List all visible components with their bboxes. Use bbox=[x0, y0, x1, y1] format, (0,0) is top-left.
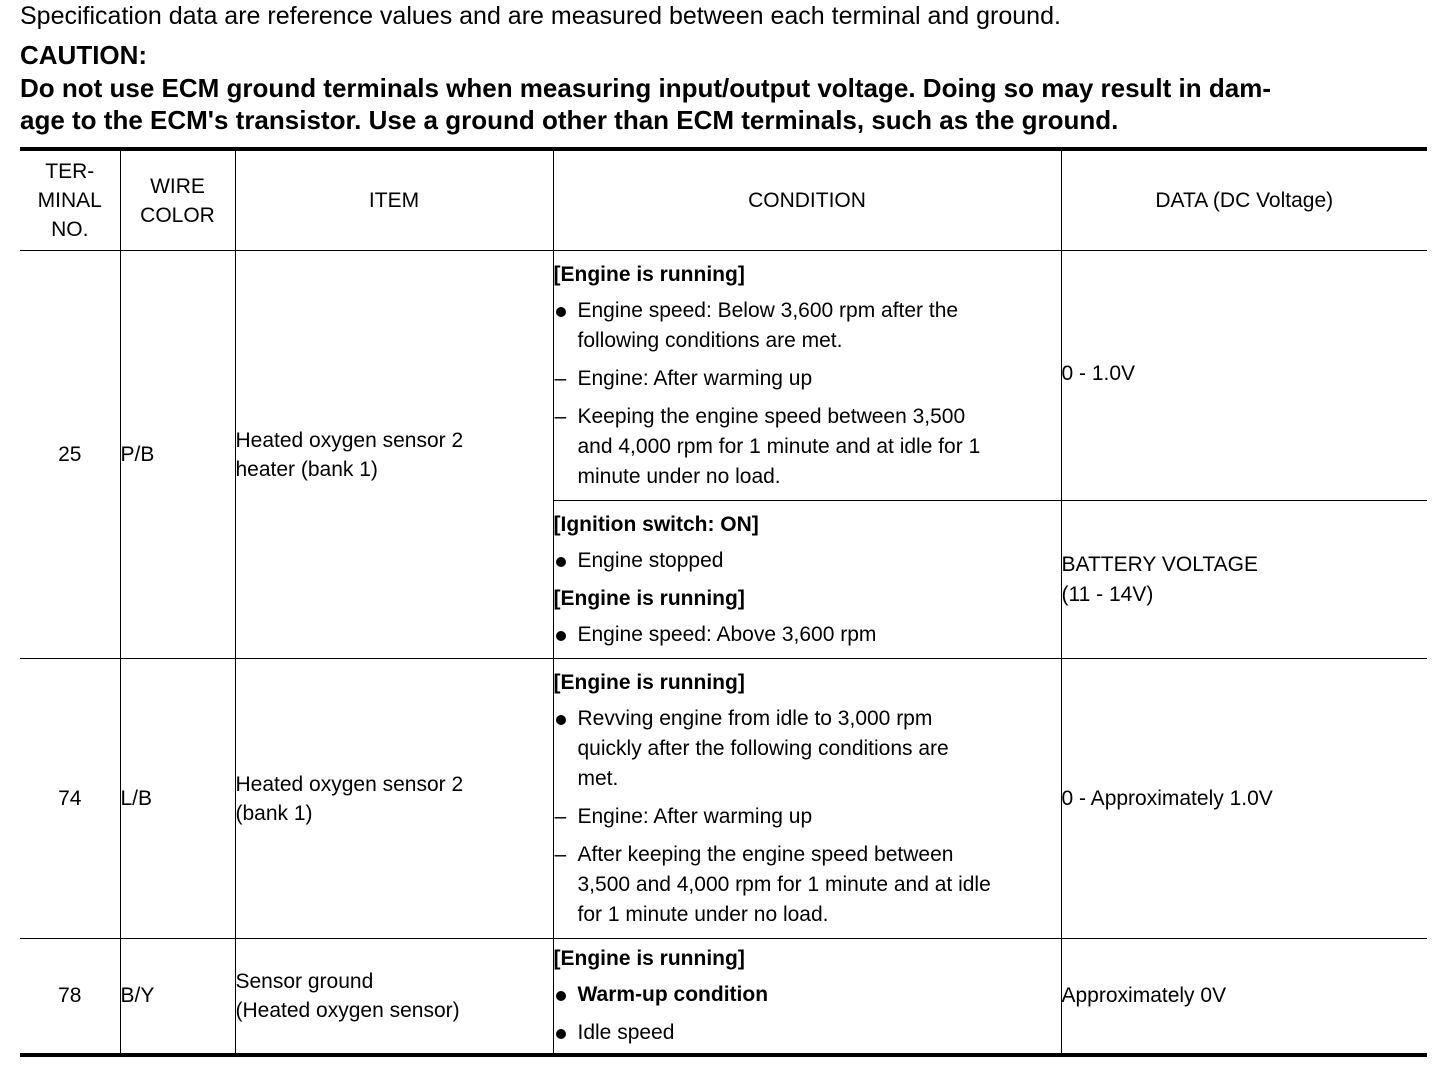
caution-line: Do not use ECM ground terminals when measuring input/output voltage. Doing so may result in dam- bbox=[20, 73, 1271, 103]
condition-line: minute under no load. bbox=[577, 464, 781, 488]
condition-line: and 4,000 rpm for 1 minute and at idle for 1 bbox=[577, 434, 981, 458]
item-line: (Heated oxygen sensor) bbox=[235, 998, 460, 1022]
condition-bullet: Engine stopped bbox=[554, 546, 1061, 576]
intro-text: Specification data are reference values and are measured between each terminal and ground. bbox=[20, 2, 1061, 30]
condition-line: Engine speed: Below 3,600 rpm after the bbox=[577, 298, 959, 322]
header-item: ITEM bbox=[235, 149, 553, 251]
data-value bbox=[1061, 251, 1427, 501]
terminal-spec-table bbox=[20, 147, 1427, 1057]
table-row bbox=[20, 251, 1427, 501]
item bbox=[235, 659, 553, 939]
data-value: Approximately 0V bbox=[1061, 939, 1427, 1055]
item-line: Sensor ground bbox=[235, 969, 374, 993]
table-row bbox=[20, 659, 1427, 939]
item-line: (bank 1) bbox=[235, 801, 313, 825]
item-line: Heated oxygen sensor 2 bbox=[235, 772, 464, 796]
condition-line: – After keeping the engine speed between bbox=[577, 842, 954, 866]
condition-dash: – Engine: After warming up bbox=[554, 802, 1061, 832]
header-text: COLOR bbox=[140, 203, 215, 227]
condition-header: [Engine is running] bbox=[553, 670, 745, 694]
terminal-no: 74 bbox=[20, 659, 120, 939]
wire-color: P/B bbox=[120, 251, 235, 659]
table-row bbox=[20, 939, 1427, 1055]
condition-header: [Ignition switch: ON] bbox=[553, 512, 759, 536]
condition-line: – Keeping the engine speed between 3,500 bbox=[577, 404, 966, 428]
condition-bullet: Idle speed bbox=[554, 1018, 1061, 1048]
item bbox=[235, 939, 553, 1055]
condition-bullet: Engine speed: Above 3,600 rpm bbox=[554, 620, 1061, 650]
header-text: NO. bbox=[51, 218, 89, 241]
caution-line: age to the ECM's transistor. Use a ground other than ECM terminals, such as the ground. bbox=[20, 105, 1119, 135]
item-line: Heated oxygen sensor 2 bbox=[235, 428, 464, 452]
caution-text bbox=[20, 72, 1430, 136]
terminal-no: 25 bbox=[20, 251, 120, 659]
condition-dash bbox=[554, 402, 1061, 492]
condition bbox=[553, 501, 1061, 659]
condition-line: met. bbox=[577, 766, 619, 790]
condition bbox=[553, 939, 1061, 1055]
condition-header: [Engine is running] bbox=[553, 946, 745, 970]
condition-header: [Engine is running] bbox=[553, 262, 745, 286]
header-data: DATA (DC Voltage) bbox=[1061, 149, 1427, 251]
data-value: 0 - Approximately 1.0V bbox=[1061, 659, 1427, 939]
condition-bullet bbox=[554, 296, 1061, 356]
header-text: WIRE bbox=[150, 174, 205, 198]
wire-color: L/B bbox=[120, 659, 235, 939]
condition-line: following conditions are met. bbox=[577, 328, 843, 352]
header-condition: CONDITION bbox=[553, 149, 1061, 251]
header-text: MINAL bbox=[37, 189, 102, 212]
condition-bullet bbox=[554, 704, 1061, 794]
condition-dash: – Engine: After warming up bbox=[554, 364, 1061, 394]
condition bbox=[553, 659, 1061, 939]
data-line: 0 - 1.0V bbox=[1061, 362, 1136, 385]
condition-line: quickly after the following conditions are bbox=[577, 736, 949, 760]
table-header-row bbox=[20, 149, 1427, 251]
data-line: BATTERY VOLTAGE bbox=[1061, 552, 1258, 576]
data-line: (11 - 14V) bbox=[1061, 582, 1154, 606]
condition-header: [Engine is running] bbox=[553, 586, 745, 610]
data-value bbox=[1061, 501, 1427, 659]
header-text: TER- bbox=[45, 160, 95, 183]
header-wire-color bbox=[120, 149, 235, 251]
item-line: heater (bank 1) bbox=[235, 457, 378, 481]
terminal-no: 78 bbox=[20, 939, 120, 1055]
condition-line: Revving engine from idle to 3,000 rpm bbox=[577, 706, 933, 730]
condition-line: for 1 minute under no load. bbox=[577, 902, 829, 926]
header-terminal-no bbox=[20, 149, 120, 251]
item bbox=[235, 251, 553, 659]
condition bbox=[553, 251, 1061, 501]
condition-line: 3,500 and 4,000 rpm for 1 minute and at idle bbox=[577, 872, 991, 896]
caution-title: CAUTION: bbox=[20, 40, 148, 70]
wire-color: B/Y bbox=[120, 939, 235, 1055]
condition-bullet: Warm-up condition bbox=[554, 980, 1061, 1010]
condition-dash bbox=[554, 840, 1061, 930]
